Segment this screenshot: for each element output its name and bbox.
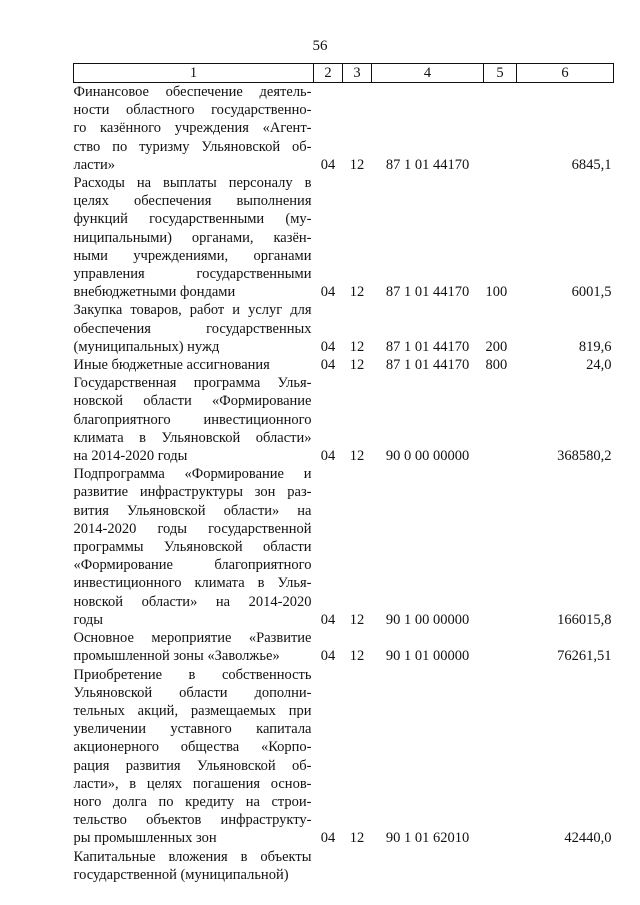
row-name-cell: [74, 174, 314, 301]
row-name-line: ными учреждениями, органами: [73, 247, 312, 264]
table-row: [74, 666, 614, 848]
row-name-line: Капитальные вложения в объекты: [73, 848, 312, 865]
expense-type-cell: 800: [485, 357, 508, 374]
target-article-cell: 87 1 01 44170: [385, 156, 470, 173]
expense-type-cell: [484, 666, 517, 848]
table-row: [74, 629, 614, 665]
target-article-cell: 90 1 00 00000: [385, 611, 470, 628]
amount-cell: 368580,2: [557, 448, 612, 465]
table-row: [74, 848, 614, 884]
expense-type-cell: 100: [485, 284, 508, 301]
row-name-line: ности областного государственно-: [73, 102, 312, 119]
row-name-cell: [74, 848, 314, 884]
page-number: 56: [312, 38, 328, 54]
column-header-6: 6: [517, 64, 614, 83]
section-code-cell: 04: [320, 338, 336, 355]
row-name-line: (муниципальных) нужд: [73, 338, 220, 355]
table-row: [74, 83, 614, 175]
amount-cell: 6001,5: [571, 284, 612, 301]
target-article-cell: [372, 848, 484, 884]
row-name-line: 2014-2020 годы государственной: [73, 520, 312, 537]
amount-cell: 42440,0: [564, 830, 612, 847]
subsection-code-cell: [343, 848, 372, 884]
row-name-line: управления государственными: [73, 266, 312, 283]
table-row: [74, 465, 614, 629]
subsection-code-cell: 12: [349, 357, 365, 374]
amount-cell: 24,0: [586, 357, 612, 374]
row-name-line: Приобретение в собственность: [73, 666, 312, 683]
table-row: [74, 301, 614, 356]
row-name-line: Ульяновской области дополни-: [73, 684, 312, 701]
column-header-2: 2: [314, 64, 343, 83]
row-name-line: го казённого учреждения «Агент-: [73, 120, 312, 137]
subsection-code-cell: 12: [349, 284, 365, 301]
target-article-cell: 87 1 01 44170: [385, 338, 470, 355]
column-header-3: 3: [343, 64, 372, 83]
row-name-line: обеспечения государственных: [73, 320, 312, 337]
subsection-code-cell: 12: [349, 156, 365, 173]
row-name-line: ласти»: [73, 156, 115, 173]
subsection-code-cell: 12: [349, 648, 365, 665]
row-name-cell: [74, 301, 314, 356]
row-name-line: тельных акций, размещаемых при: [73, 702, 312, 719]
row-name-line: ство по туризму Ульяновской об-: [73, 138, 312, 155]
section-code-cell: 04: [320, 611, 336, 628]
section-code-cell: 04: [320, 284, 336, 301]
row-name-line: Закупка товаров, работ и услуг для: [73, 302, 312, 319]
row-name-cell: [74, 666, 314, 848]
table-row: [74, 374, 614, 465]
target-article-cell: 87 1 01 44170: [385, 284, 470, 301]
row-name-line: рация развития Ульяновской об-: [73, 757, 312, 774]
section-code-cell: 04: [320, 357, 336, 374]
table-row: [74, 356, 614, 374]
expense-type-cell: [484, 629, 517, 665]
target-article-cell: 90 1 01 00000: [385, 648, 470, 665]
row-name-cell: [74, 83, 314, 175]
column-header-4: 4: [372, 64, 484, 83]
expense-type-cell: [484, 465, 517, 629]
row-name-line: развитие инфраструктуры зон раз-: [73, 484, 312, 501]
row-name-line: благоприятного инвестиционного: [73, 411, 312, 428]
row-name-line: ры промышленных зон: [73, 830, 217, 847]
row-name-line: Государственная программа Улья-: [73, 375, 312, 392]
section-code-cell: 04: [320, 648, 336, 665]
row-name-line: тельство объектов инфраструкту-: [73, 812, 312, 829]
row-name-line: на 2014-2020 годы: [73, 448, 188, 465]
row-name-line: промышленной зоны «Заволжье»: [73, 648, 280, 665]
target-article-cell: 90 1 01 62010: [385, 830, 470, 847]
row-name-line: программы Ульяновской области: [73, 539, 312, 556]
expense-type-cell: [484, 848, 517, 884]
row-name-line: Иные бюджетные ассигнования: [73, 357, 270, 374]
target-article-cell: 87 1 01 44170: [385, 357, 470, 374]
column-header-5: 5: [484, 64, 517, 83]
amount-cell: [517, 848, 614, 884]
row-name-line: увеличении уставного капитала: [73, 721, 312, 738]
amount-cell: 819,6: [578, 338, 612, 355]
row-name-line: Подпрограмма «Формирование и: [73, 466, 312, 483]
row-name-line: государственной (муниципальной): [73, 866, 289, 883]
row-name-line: инвестиционного климата в Улья-: [73, 575, 312, 592]
row-name-line: акционерного общества «Корпо-: [73, 739, 312, 756]
amount-cell: 6845,1: [571, 156, 612, 173]
row-name-cell: [74, 465, 314, 629]
expense-type-cell: [484, 374, 517, 465]
row-name-line: годы: [73, 611, 104, 628]
target-article-cell: 90 0 00 00000: [385, 448, 470, 465]
row-name-line: целях обеспечения выполнения: [73, 193, 312, 210]
section-code-cell: [314, 848, 343, 884]
row-name-line: климата в Ульяновской области»: [73, 429, 312, 446]
section-code-cell: 04: [320, 156, 336, 173]
row-name-line: ниципальными) органами, казён-: [73, 229, 312, 246]
section-code-cell: 04: [320, 448, 336, 465]
amount-cell: 166015,8: [557, 611, 612, 628]
row-name-line: новской области «Формирование: [73, 393, 312, 410]
section-code-cell: 04: [320, 830, 336, 847]
subsection-code-cell: 12: [349, 611, 365, 628]
subsection-code-cell: 12: [349, 338, 365, 355]
row-name-line: функций государственными (му-: [73, 211, 312, 228]
row-name-line: «Формирование благоприятного: [73, 557, 312, 574]
row-name-line: внебюджетными фондами: [73, 284, 236, 301]
table-row: [74, 174, 614, 301]
row-name-line: новской области» на 2014-2020: [73, 593, 312, 610]
row-name-line: Финансовое обеспечение деятель-: [73, 84, 312, 100]
row-name-cell: [74, 629, 314, 665]
row-name-line: Основное мероприятие «Развитие: [73, 630, 312, 647]
row-name-line: ного долга по кредиту на строи-: [73, 793, 312, 810]
column-header-1: 1: [74, 64, 314, 83]
table-header-row: [74, 64, 614, 83]
expense-type-cell: 200: [485, 338, 508, 355]
amount-cell: 76261,51: [557, 648, 612, 665]
subsection-code-cell: 12: [349, 830, 365, 847]
row-name-line: вития Ульяновской области» на: [73, 502, 312, 519]
row-name-cell: [74, 374, 314, 465]
budget-table: [73, 63, 614, 884]
table-body: [74, 83, 614, 884]
row-name-line: Расходы на выплаты персоналу в: [73, 175, 312, 192]
expense-type-cell: [484, 83, 517, 175]
subsection-code-cell: 12: [349, 448, 365, 465]
row-name-line: ласти», в целях погашения основ-: [73, 775, 312, 792]
row-name-cell: [74, 356, 314, 374]
